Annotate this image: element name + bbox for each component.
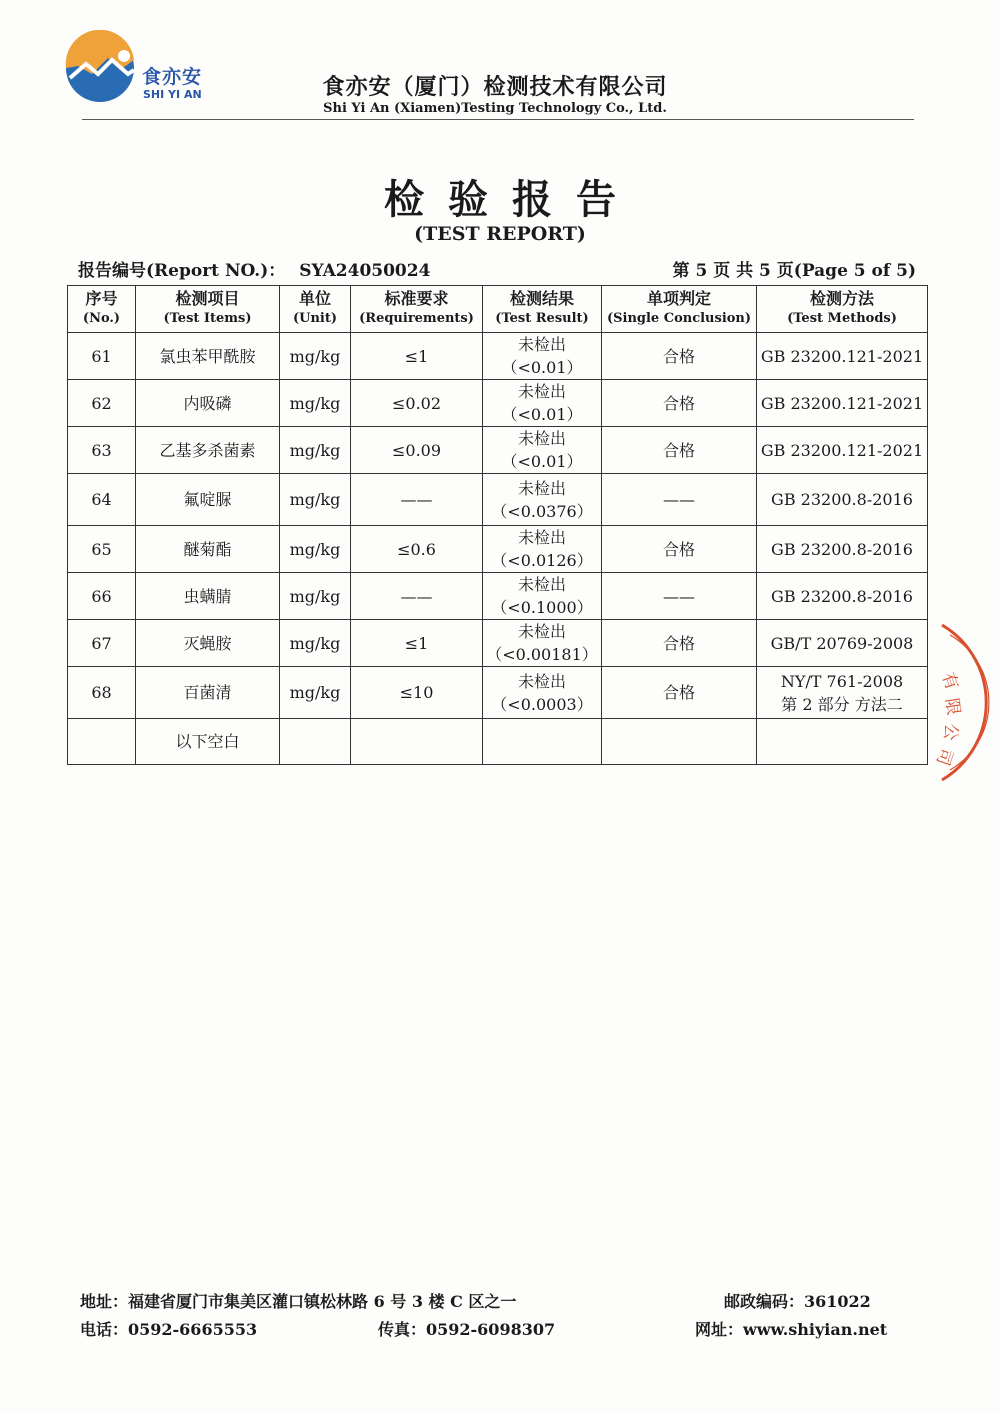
cell-no (68, 719, 136, 765)
report-number-label: 报告编号(Report NO.)： (78, 261, 286, 281)
cell-unit: mg/kg (280, 620, 351, 667)
table-header-cell (602, 286, 757, 333)
cell-no: 63 (68, 427, 136, 474)
cell-conclusion: 合格 (602, 620, 757, 667)
table-row (68, 719, 928, 765)
cell-test-method-line-1: GB 23200.8-2016 (771, 539, 913, 559)
cell-test-method (757, 719, 928, 765)
footer-fax: 传真：0592-6098307 (378, 1320, 556, 1339)
cell-test-result (483, 526, 602, 573)
cell-test-result (483, 620, 602, 667)
cell-conclusion: 合格 (602, 380, 757, 427)
cell-no: 68 (68, 667, 136, 719)
cell-test-result-line-1: 未检出 (517, 671, 566, 691)
cell-requirement: —— (351, 474, 483, 526)
header-label-en: (Test Items) (163, 311, 252, 326)
cell-test-method-line-1: GB 23200.8-2016 (771, 490, 913, 509)
cell-test-result-line-2: （<0.0003） (491, 694, 593, 714)
cell-test-result-line-1: 未检出 (517, 575, 566, 594)
company-name-en: Shi Yi An (Xiamen)Testing Technology Co., Ltd. (323, 101, 667, 116)
cell-conclusion: 合格 (602, 427, 757, 474)
cell-test-method (757, 474, 928, 526)
table-header-cell (136, 286, 280, 333)
cell-test-result-line-2: （<0.00181） (486, 645, 598, 664)
cell-test-method (757, 667, 928, 719)
header-label-cn: 检测方法 (809, 289, 874, 308)
table-row (68, 620, 928, 667)
header-label-en: (Test Result) (495, 311, 589, 326)
table-row (68, 573, 928, 620)
cell-test-method-line-1: GB 23200.121-2021 (760, 393, 924, 413)
cell-test-method-line-1: GB 23200.8-2016 (771, 586, 913, 606)
cell-unit (280, 719, 351, 765)
cell-unit: mg/kg (280, 333, 351, 380)
report-title: 检验报告 (384, 176, 640, 223)
header-label-cn: 单位 (298, 289, 331, 308)
cell-no: 66 (68, 573, 136, 620)
cell-test-item: 内吸磷 (136, 380, 280, 427)
table-header-cell (757, 286, 928, 333)
cell-no: 62 (68, 380, 136, 427)
table-header-cell (68, 286, 136, 333)
table-header-row (68, 286, 928, 333)
cell-test-result (483, 573, 602, 620)
cell-requirement: ≤0.02 (351, 380, 483, 427)
cell-test-method (757, 573, 928, 620)
cell-test-result-line-2: （<0.0126） (491, 551, 593, 570)
header-label-en: (Single Conclusion) (606, 311, 752, 326)
footer-phone: 电话：0592-6665553 (80, 1320, 258, 1339)
cell-test-item: 百菌清 (136, 667, 280, 719)
cell-test-result-line-2: （<0.01） (501, 452, 583, 471)
svg-text:有: 有 (937, 669, 962, 693)
cell-test-result (483, 719, 602, 765)
svg-text:司: 司 (931, 745, 957, 768)
cell-unit: mg/kg (280, 573, 351, 620)
cell-conclusion: —— (602, 474, 757, 526)
svg-text:公: 公 (939, 722, 961, 742)
cell-conclusion: 合格 (602, 333, 757, 380)
cell-test-item: 灭蝇胺 (136, 620, 280, 667)
table-body (68, 333, 928, 765)
cell-test-method-line-1: GB/T 20769-2008 (770, 633, 914, 653)
footer-postcode: 邮政编码：361022 (724, 1292, 871, 1311)
cell-test-result-line-1: 未检出 (517, 528, 566, 547)
cell-test-item: 以下空白 (136, 719, 280, 765)
cell-test-item: 氯虫苯甲酰胺 (136, 333, 280, 380)
logo-text-en: SHI YI AN (143, 88, 202, 101)
cell-test-result-line-2: （<0.1000） (491, 598, 593, 617)
cell-test-method (757, 380, 928, 427)
cell-requirement: ≤10 (351, 667, 483, 719)
cell-conclusion: —— (602, 573, 757, 620)
cell-unit: mg/kg (280, 427, 351, 474)
cell-requirement: ≤1 (351, 620, 483, 667)
cell-conclusion: 合格 (602, 667, 757, 719)
header-label-en: (Unit) (292, 311, 338, 326)
header-label-en: (No.) (82, 311, 121, 326)
cell-test-item: 氟啶脲 (136, 474, 280, 526)
table-header-cell (351, 286, 483, 333)
cell-requirement: —— (351, 573, 483, 620)
company-name-cn: 食亦安（厦门）检测技术有限公司 (322, 74, 668, 100)
footer-address: 地址：福建省厦门市集美区灌口镇松林路 6 号 3 楼 C 区之一 (80, 1292, 517, 1311)
cell-no: 64 (68, 474, 136, 526)
cell-test-result-line-2: （<0.01） (501, 405, 583, 424)
cell-test-result (483, 474, 602, 526)
logo-text-cn: 食亦安 (142, 66, 203, 88)
cell-test-result (483, 427, 602, 474)
table-row (68, 380, 928, 427)
cell-test-method-line-1: GB 23200.121-2021 (760, 440, 924, 460)
cell-test-result-line-1: 未检出 (517, 335, 566, 354)
table-row (68, 427, 928, 474)
header-label-cn: 单项判定 (646, 289, 711, 308)
header-label-cn: 检测结果 (509, 289, 574, 308)
cell-conclusion (602, 719, 757, 765)
cell-test-item: 虫螨腈 (136, 573, 280, 620)
cell-test-result-line-1: 未检出 (517, 622, 566, 641)
cell-requirement: ≤1 (351, 333, 483, 380)
cell-test-item: 乙基多杀菌素 (136, 427, 280, 474)
cell-test-result (483, 380, 602, 427)
table-header-cell (483, 286, 602, 333)
table-header-cell (280, 286, 351, 333)
cell-test-method (757, 427, 928, 474)
table-row (68, 526, 928, 573)
cell-test-method (757, 333, 928, 380)
page-info: 第 5 页 共 5 页(Page 5 of 5) (672, 261, 916, 281)
header-label-cn: 标准要求 (384, 289, 449, 308)
cell-unit: mg/kg (280, 474, 351, 526)
report-number (78, 256, 430, 281)
cell-test-result-line-1: 未检出 (517, 478, 566, 498)
svg-text:限: 限 (941, 696, 964, 717)
header-divider (82, 119, 914, 120)
cell-test-method (757, 620, 928, 667)
header-label-en: (Requirements) (359, 311, 474, 326)
report-number-value: SYA24050024 (299, 261, 431, 281)
cell-test-result (483, 667, 602, 719)
cell-conclusion: 合格 (602, 526, 757, 573)
cell-unit: mg/kg (280, 380, 351, 427)
cell-test-result (483, 333, 602, 380)
cell-no: 65 (68, 526, 136, 573)
header-label-en: (Test Methods) (787, 311, 897, 326)
cell-requirement (351, 719, 483, 765)
test-results-table (67, 285, 928, 765)
table-row (68, 474, 928, 526)
footer-website: 网址：www.shiyian.net (695, 1320, 888, 1339)
cell-requirement: ≤0.09 (351, 427, 483, 474)
cell-test-result-line-1: 未检出 (517, 382, 566, 401)
cell-test-result-line-2: （<0.01） (501, 358, 583, 377)
cell-test-method-line-1: NY/T 761-2008 (780, 671, 904, 691)
header-label-cn: 序号 (85, 289, 118, 308)
header-label-cn: 检测项目 (175, 289, 240, 308)
cell-test-method-line-1: GB 23200.121-2021 (760, 346, 924, 366)
company-seal (922, 615, 1000, 790)
table-row (68, 667, 928, 719)
cell-test-method-line-2: 第 2 部分 方法二 (781, 694, 903, 714)
report-subtitle: (TEST REPORT) (414, 223, 586, 245)
cell-no: 67 (68, 620, 136, 667)
cell-unit: mg/kg (280, 526, 351, 573)
cell-test-result-line-2: （<0.0376） (491, 501, 593, 521)
cell-no: 61 (68, 333, 136, 380)
table-row (68, 333, 928, 380)
cell-requirement: ≤0.6 (351, 526, 483, 573)
cell-test-item: 醚菊酯 (136, 526, 280, 573)
cell-test-result-line-1: 未检出 (517, 429, 566, 448)
cell-unit: mg/kg (280, 667, 351, 719)
cell-test-method (757, 526, 928, 573)
